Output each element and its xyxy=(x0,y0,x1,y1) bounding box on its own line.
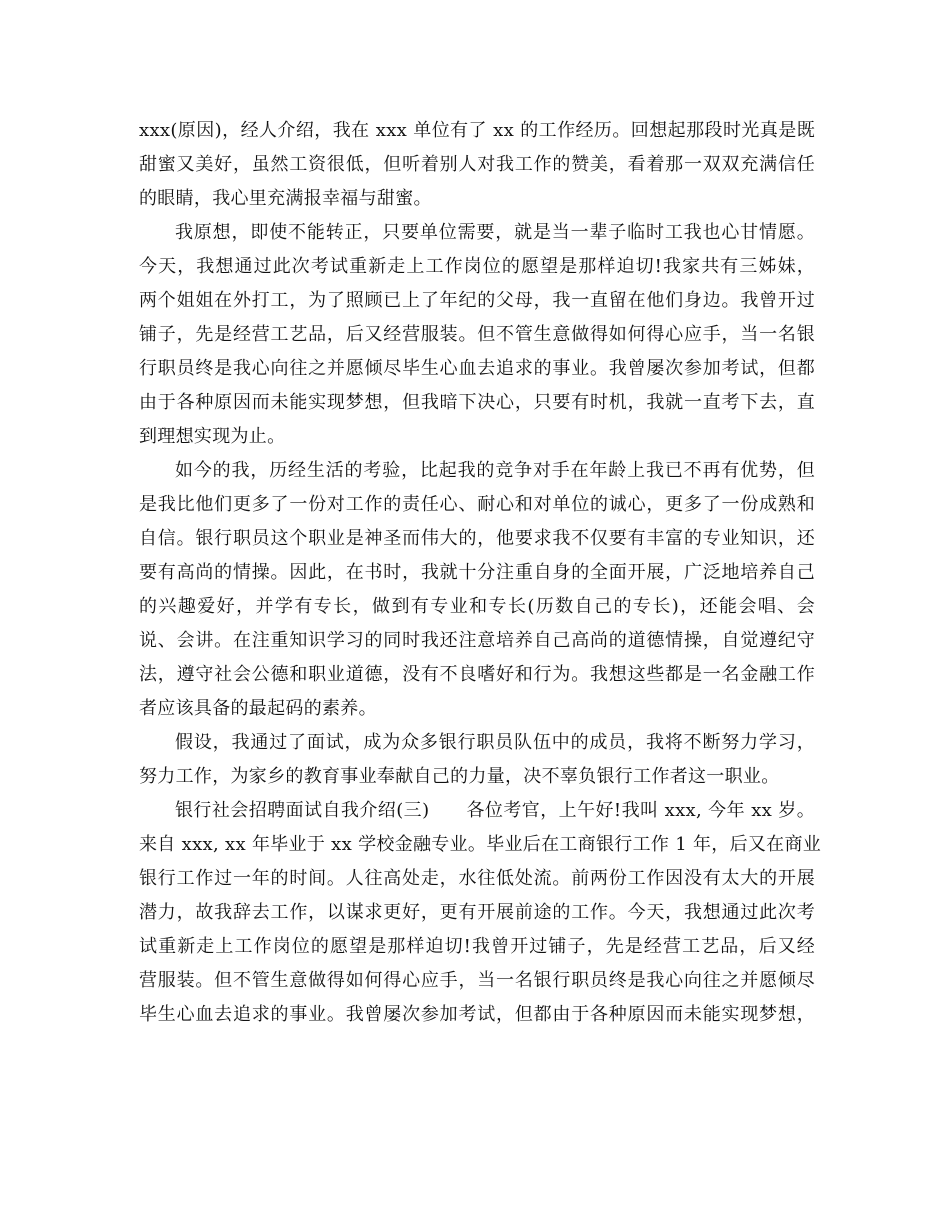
text-line: 两个姐姐在外打工，为了照顾已上了年纪的父母，我一直留在他们身边。我曾开过 xyxy=(139,290,815,311)
text-line: 营服装。但不管生意做得如何得心应手，当一名银行职员终是我心向往之并愿倾尽 xyxy=(139,970,815,991)
text-line: 铺子，先是经营工艺品，后又经营服装。但不管生意做得如何得心应手，当一名银 xyxy=(139,324,815,345)
text-line: 来自 xxx, xx 年毕业于 xx 学校金融专业。毕业后在工商银行工作 1 年，后又在商业 xyxy=(139,834,822,855)
text-line: 如今的我，历经生活的考验，比起我的竞争对手在年龄上我已不再有优势，但 xyxy=(175,460,815,481)
text-line: 者应该具备的最起码的素养。 xyxy=(139,698,377,719)
text-line: 的眼睛，我心里充满报幸福与甜蜜。 xyxy=(139,188,432,209)
text-line: 的兴趣爱好，并学有专长，做到有专业和专长(历数自己的专长)，还能会唱、会 xyxy=(139,596,815,617)
text-line: xxx(原因)，经人介绍，我在 xxx 单位有了 xx 的工作经历。回想起那段时光真是既 xyxy=(139,120,815,141)
text-line: 毕生心血去追求的事业。我曾屡次参加考试，但都由于各种原因而未能实现梦想， xyxy=(139,1004,815,1025)
text-line: 努力工作，为家乡的教育事业奉献自己的力量，决不辜负银行工作者这一职业。 xyxy=(139,766,780,787)
text-line: 自信。银行职员这个职业是神圣而伟大的，他要求我不仅要有丰富的专业知识，还 xyxy=(139,528,815,549)
text-line: 说、会讲。在注重知识学习的同时我还注意培养自己高尚的道德情操，自觉遵纪守 xyxy=(139,630,815,651)
text-line: 是我比他们更多了一份对工作的责任心、耐心和对单位的诚心，更多了一份成熟和 xyxy=(139,494,815,515)
text-line: 法，遵守社会公德和职业道德，没有不良嗜好和行为。我想这些都是一名金融工作 xyxy=(139,664,815,685)
text-line: 银行社会招聘面试自我介绍(三) 各位考官，上午好!我叫 xxx, 今年 xx 岁。 xyxy=(175,800,815,821)
text-line: 银行工作过一年的时间。人往高处走，水往低处流。前两份工作因没有太大的开展 xyxy=(139,868,815,889)
text-line: 要有高尚的情操。因此，在书时，我就十分注重自身的全面开展，广泛地培养自己 xyxy=(139,562,815,583)
text-line: 由于各种原因而未能实现梦想，但我暗下决心，只要有时机，我就一直考下去，直 xyxy=(139,392,815,413)
text-line: 假设，我通过了面试，成为众多银行职员队伍中的成员，我将不断努力学习， xyxy=(175,732,815,753)
text-line: 潜力，故我辞去工作，以谋求更好，更有开展前途的工作。今天，我想通过此次考 xyxy=(139,902,815,923)
text-line: 行职员终是我心向往之并愿倾尽毕生心血去追求的事业。我曾屡次参加考试，但都 xyxy=(139,358,815,379)
text-line: 我原想，即使不能转正，只要单位需要，就是当一辈子临时工我也心甘情愿。 xyxy=(175,222,815,243)
document-body xyxy=(139,114,822,1032)
text-line: 今天，我想通过此次考试重新走上工作岗位的愿望是那样迫切!我家共有三姊妹， xyxy=(139,256,815,277)
text-line: 到理想实现为止。 xyxy=(139,426,286,447)
text-line: 试重新走上工作岗位的愿望是那样迫切!我曾开过铺子，先是经营工艺品，后又经 xyxy=(139,936,815,957)
text-line: 甜蜜又美好，虽然工资很低，但听着别人对我工作的赞美，看着那一双双充满信任 xyxy=(139,154,815,175)
